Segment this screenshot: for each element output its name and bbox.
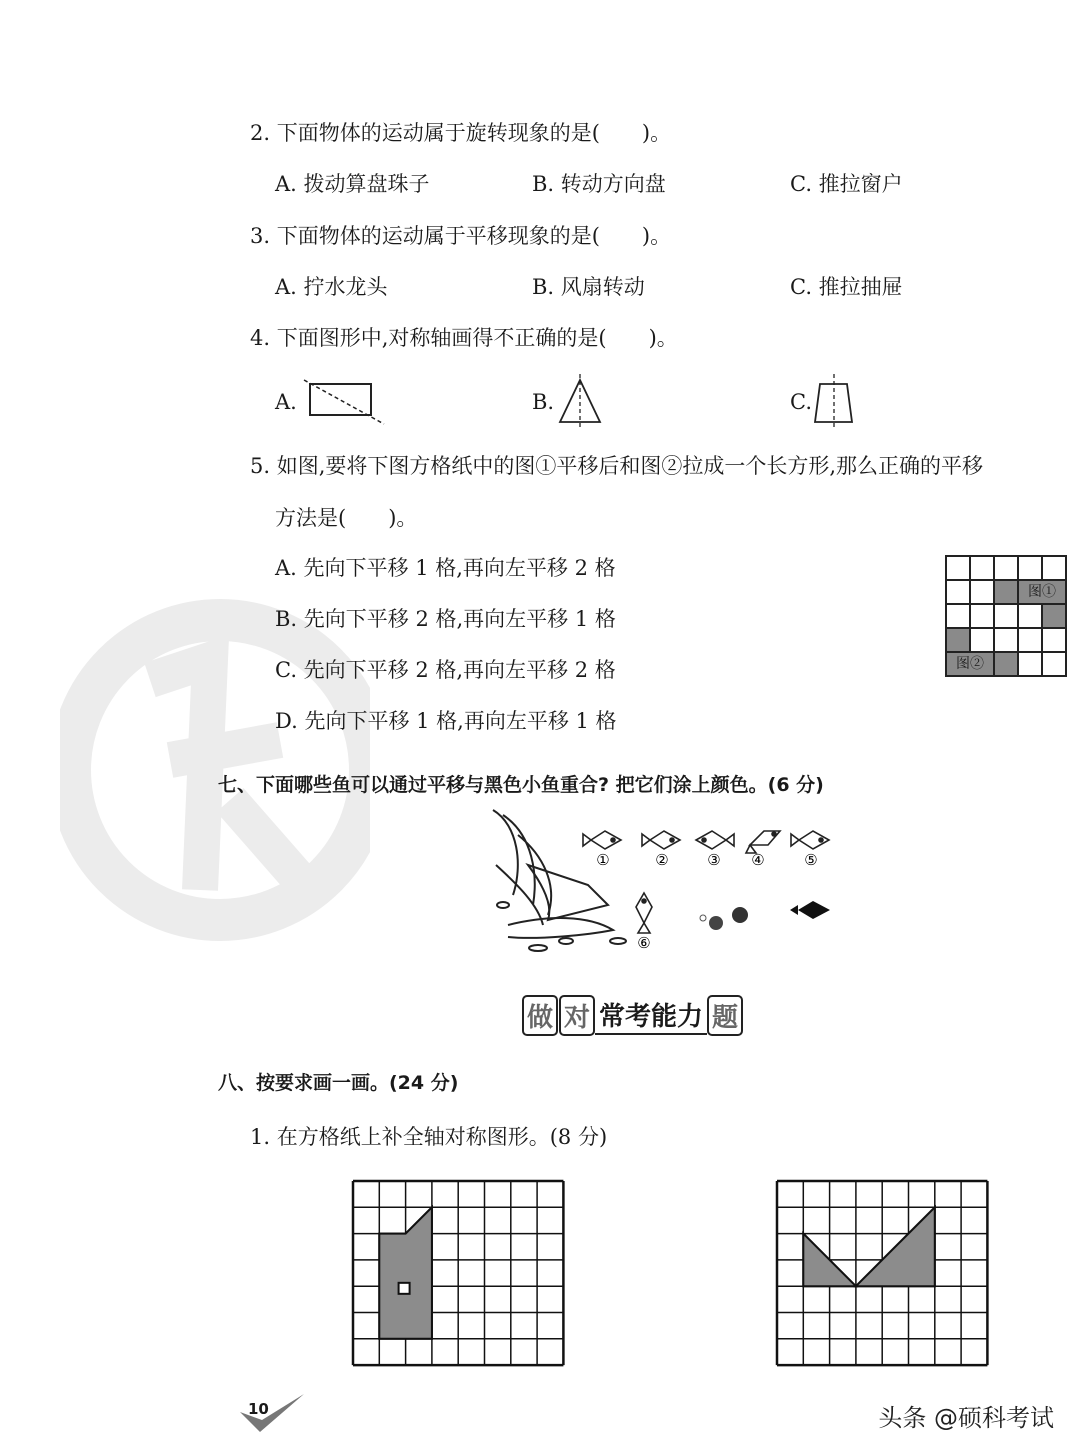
page-number: 10: [248, 1400, 269, 1418]
black-fish-icon: [790, 901, 830, 919]
q3-option-b: B. 风扇转动: [532, 275, 645, 299]
banner-box-2: 对: [559, 995, 595, 1036]
q5-stem: 5. 如图,要将下图方格纸中的图①平移后和图②拉成一个长方形,那么正确的平移: [250, 454, 984, 478]
figure2-label: 图②: [946, 652, 994, 676]
trapezoid-axis-figure: [812, 374, 858, 430]
banner-box-1: 做: [522, 995, 558, 1036]
section8-title: 八、按要求画一画。(24 分): [218, 1072, 459, 1094]
triangle-axis-figure: [555, 374, 605, 430]
fish-label-3: ③: [707, 851, 721, 869]
q5-option-b: B. 先向下平移 2 格,再向左平移 1 格: [275, 607, 616, 631]
q2-stem: 2. 下面物体的运动属于旋转现象的是( )。: [250, 121, 672, 145]
fish-5-icon: [791, 831, 829, 849]
q4-option-b: B.: [532, 390, 555, 414]
q4-stem: 4. 下面图形中,对称轴画得不正确的是( )。: [250, 326, 678, 350]
fish-scene: [488, 805, 848, 955]
fish-2-icon: [642, 831, 680, 849]
rectangle-diagonal-figure: [300, 378, 390, 428]
fish-1-icon: [583, 831, 621, 849]
q5-option-d: D. 先向下平移 1 格,再向左平移 1 格: [275, 709, 617, 733]
q2-option-a: A. 拨动算盘珠子: [275, 172, 430, 196]
q5-stem-cont: 方法是( )。: [275, 506, 418, 530]
footer-watermark: 头条 @硕科考试: [878, 1404, 1054, 1432]
fish-label-2: ②: [655, 851, 669, 869]
fish-label-6: ⑥: [637, 934, 651, 952]
bubbles: [700, 907, 748, 930]
fish-label-5: ⑤: [804, 851, 818, 869]
fish-label-1: ①: [596, 851, 610, 869]
q5-grid-figure: [945, 555, 1067, 677]
q5-option-a: A. 先向下平移 1 格,再向左平移 2 格: [275, 556, 616, 580]
section8-q1: 1. 在方格纸上补全轴对称图形。(8 分): [250, 1125, 608, 1149]
grid-right-symmetry: [774, 1178, 990, 1368]
q3-option-c: C. 推拉抽屉: [790, 275, 903, 299]
fish-4-icon: [746, 831, 780, 853]
q2-option-c: C. 推拉窗户: [790, 172, 903, 196]
banner-text: 常考能力: [595, 996, 707, 1035]
q4-option-a: A.: [275, 390, 297, 414]
figure1-label: 图①: [1018, 580, 1066, 604]
section7-title: 七、下面哪些鱼可以通过平移与黑色小鱼重合? 把它们涂上颜色。(6 分): [218, 774, 824, 796]
q2-option-b: B. 转动方向盘: [532, 172, 666, 196]
q3-stem: 3. 下面物体的运动属于平移现象的是( )。: [250, 224, 672, 248]
section-banner: [522, 995, 743, 1035]
fish-6-icon: [636, 893, 652, 933]
q5-option-c: C. 先向下平移 2 格,再向左平移 2 格: [275, 658, 616, 682]
q4-option-c: C.: [790, 390, 812, 414]
fish-3-icon: [696, 831, 734, 849]
banner-box-3: 题: [707, 995, 743, 1036]
grid-left-symmetry: [350, 1178, 566, 1368]
fish-label-4: ④: [751, 851, 765, 869]
q3-option-a: A. 拧水龙头: [275, 275, 388, 299]
